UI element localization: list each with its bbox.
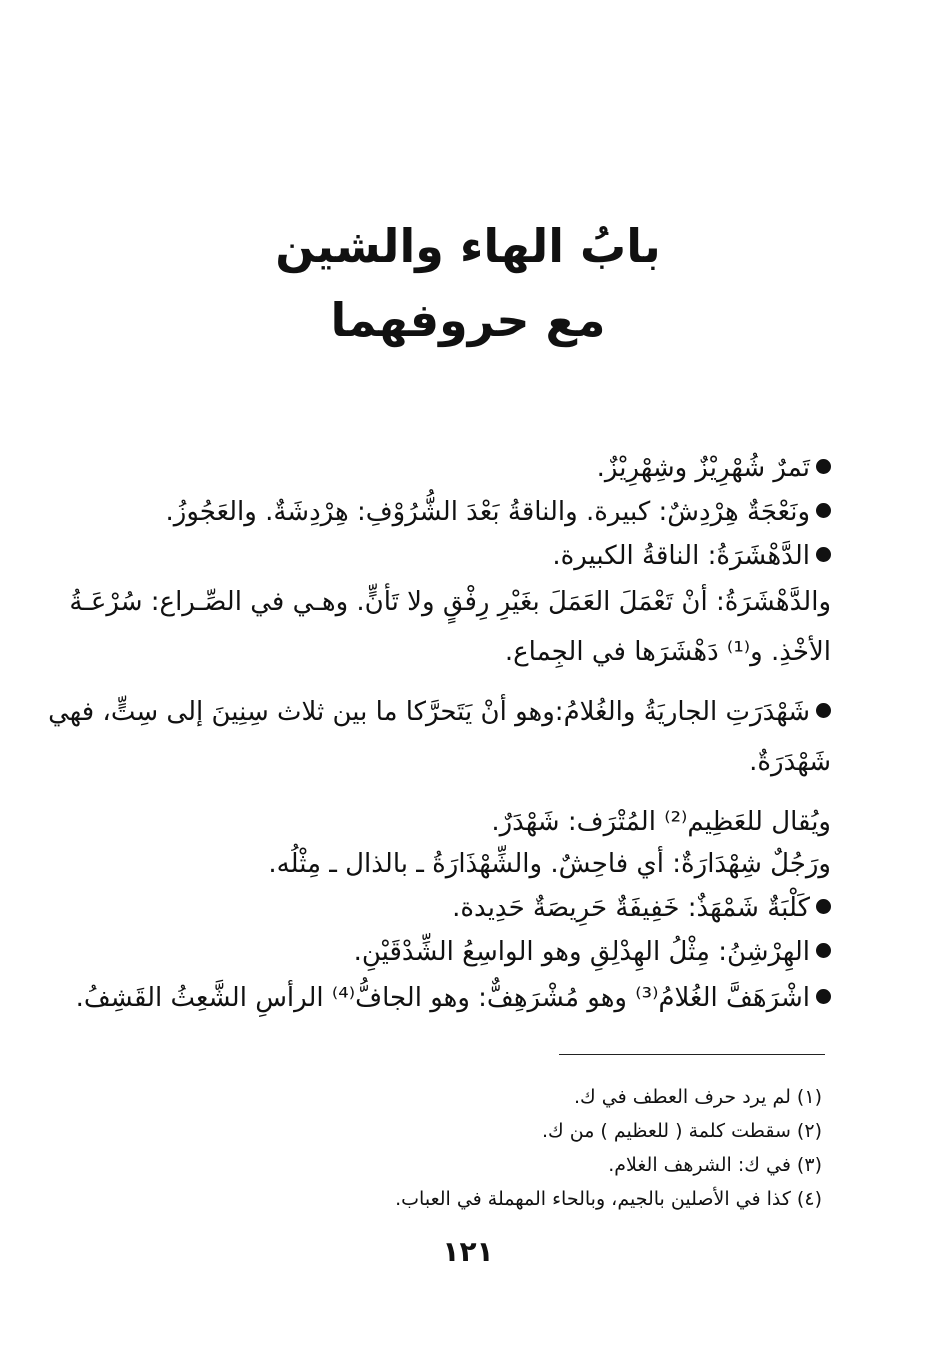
entry-line: اشْرَهَفَّ الغُلامُ⁽³⁾ وهو مُشْرَهِفٌّ: وهو الجافُّ⁽⁴⁾ الرأسِ الشَّعِثُ القَشِفُ. — [76, 978, 831, 1018]
entry-line-continued: شَهْدَرَةٌ. — [749, 747, 831, 777]
chapter-title: بابُ الهاء والشين — [275, 219, 661, 273]
entry-line: الهِرْشِنُ: مِثْلُ الهِدْلِقِ وهو الواسِعُ الشِّدْقَيْنِ. — [354, 932, 831, 972]
bullet-icon — [816, 503, 831, 518]
entry-line: شَهْدَرَتِ الجاريَةُ والغُلامُ:وهو أنْ يَتَحرَّكا ما بين ثلاث سِنِينَ إلى سِتٍّ، فهي — [48, 692, 831, 732]
entry-line: ونَعْجَةٌ هِرْدِشٌ: كبيرة. والناقةُ بَعْدَ الشُّرُوْفِ: هِرْدِشَةٌ. والعَجُوزُ. — [166, 492, 831, 532]
chapter-subtitle: مع حروفهما — [330, 293, 606, 347]
bullet-icon — [816, 459, 831, 474]
bullet-icon — [816, 943, 831, 958]
footnote: (٣) في ك: الشرهف الغلام. — [608, 1154, 822, 1176]
entry-line: ورَجُلٌ شِهْدَارَةٌ: أي فاحِشٌ. والشِّهْذَارَةُ ـ بالذال ـ مِثْلُه. — [268, 849, 831, 879]
entry-line: كَلْبَةٌ شَمْهَذٌ: خَفِيفَةٌ حَرِيصَةٌ حَدِيدة. — [452, 888, 831, 928]
footnote-divider — [559, 1054, 825, 1055]
entry-line: ويُقال للعَظِيم⁽²⁾ المُتْرَف: شَهْدَرٌ. — [491, 807, 831, 837]
entry-line: تَمرٌ شُهْرِيْزٌ وشِهْرِيْزٌ. — [597, 448, 831, 488]
entry-line-continued: الأخْذِ. و⁽¹⁾ دَهْشَرَها في الجِماع. — [504, 637, 831, 667]
bullet-icon — [816, 899, 831, 914]
bullet-icon — [816, 703, 831, 718]
bullet-icon — [816, 989, 831, 1004]
footnote: (٢) سقطت كلمة ( للعظيم ) من ك. — [542, 1120, 822, 1142]
entry-line: والدَّهْشَرَةُ: أنْ تَعْمَلَ العَمَلَ بغَيْرِ رِفْقٍ ولا تَأنٍّ. وهـي في الصِّـراع: سُرْعَـةُ — [69, 587, 831, 617]
entry-line: الدَّهْشَرَةُ: الناقةُ الكبيرة. — [552, 536, 831, 576]
page-number: ١٢١ — [442, 1235, 494, 1268]
bullet-icon — [816, 547, 831, 562]
footnote: (٤) كذا في الأصلين بالجيم، وبالحاء المهملة في العباب. — [395, 1188, 822, 1210]
footnote: (١) لم يرد حرف العطف في ك. — [574, 1086, 822, 1108]
